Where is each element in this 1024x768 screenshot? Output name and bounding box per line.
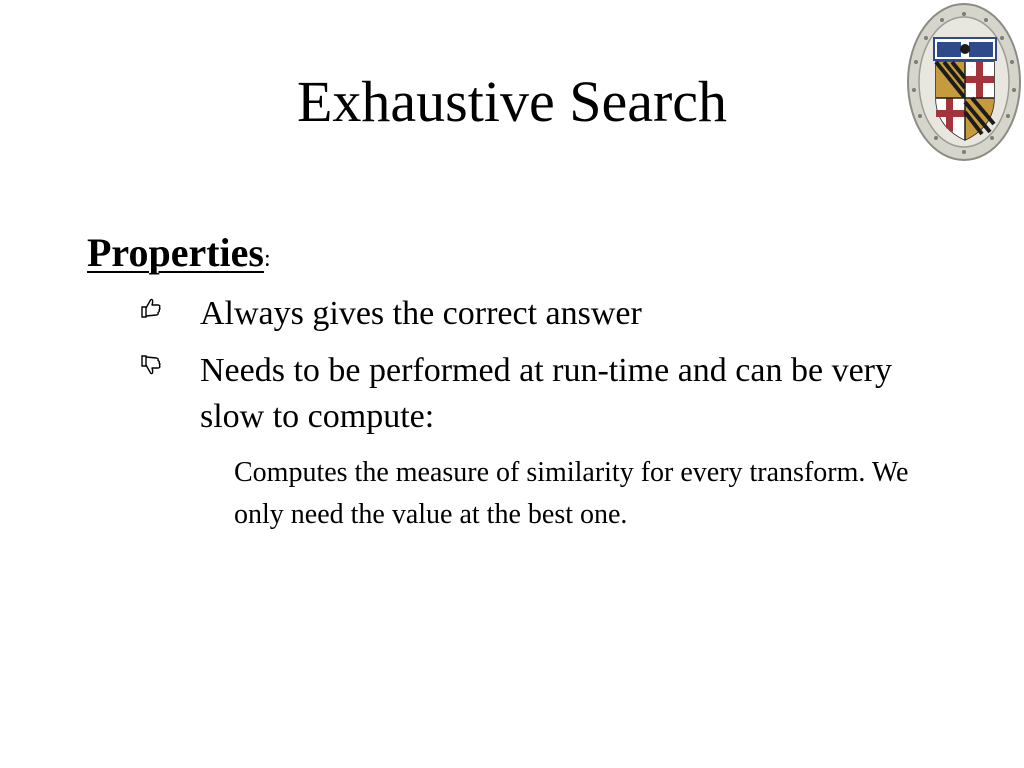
bullet-item <box>140 291 940 337</box>
slide-title: Exhaustive Search <box>296 69 727 134</box>
properties-heading <box>87 227 271 285</box>
thumbs-up-icon <box>140 291 200 337</box>
bullet-text: Always gives the correct answer <box>200 295 642 332</box>
sub-bullet-text: Computes the measure of similarity for every transform. We only need the value at the best one. <box>234 457 909 530</box>
thumbs-down-icon <box>140 348 200 394</box>
heading-colon: : <box>263 246 271 272</box>
university-seal-icon <box>906 2 1024 162</box>
bullet-text: Needs to be performed at run-time and can be very slow to compute: <box>200 352 892 435</box>
heading-label: Properties <box>87 230 264 275</box>
bullet-item <box>140 348 940 440</box>
